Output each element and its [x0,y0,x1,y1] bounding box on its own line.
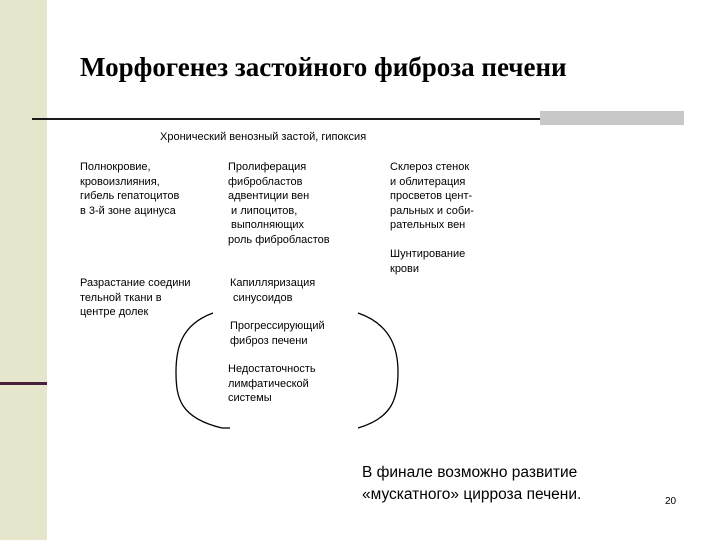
node-hyperemia: Полнокровие, кровоизлияния, гибель гепатоцитов в 3-й зоне ацинуса [80,161,180,217]
slide-title: Морфогенез застойного фиброза печени [80,52,567,82]
node-lymph-insufficiency: Недостаточность лимфатической системы [228,363,316,404]
node-progressive-fibrosis: Прогрессирующий фиброз печени [230,320,325,347]
final-note: В финале возможно развитие «мускатного» цирроза печени. [362,464,582,503]
node-capillarization: Капилляризация синусоидов [230,277,316,304]
left-cycle-arc [176,313,222,428]
node-proliferation: Пролиферация фибробластов адвентиции вен и липоцитов, выполняющих роль фибробластов [228,161,330,246]
node-shunting: Шунтирование крови [390,248,466,275]
node-venous-stasis: Хронический венозный застой, гипоксия [160,131,367,143]
node-sclerosis: Склероз стенок и облитерация просветов цент- ральных и соби- рательных вен [390,161,474,231]
node-connective-growth: Разрастание соедини тельной ткани в центре долек [80,277,191,318]
page-number: 20 [665,496,677,507]
right-cycle-arc [358,313,398,428]
